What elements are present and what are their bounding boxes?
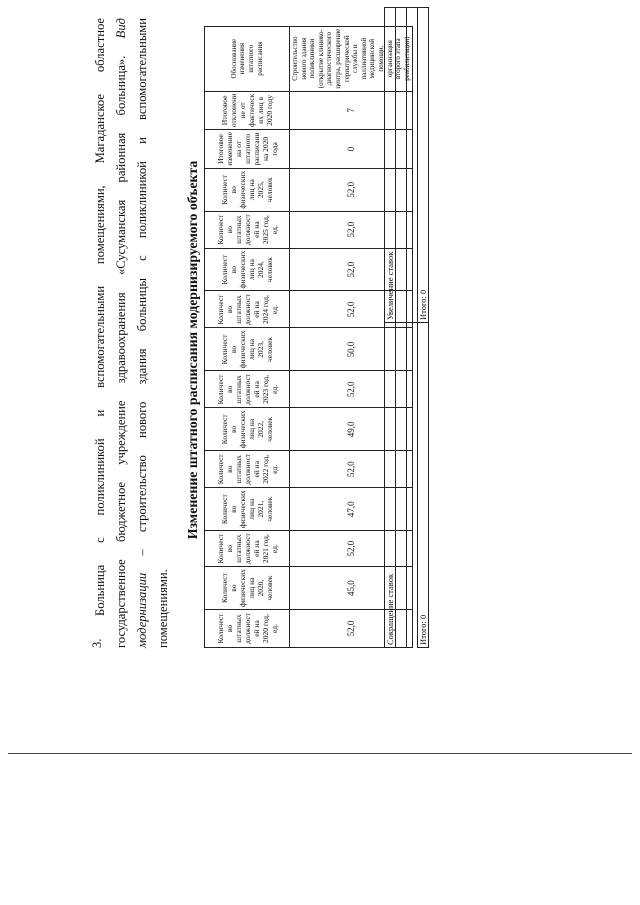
- item-number: 3.: [90, 638, 104, 648]
- rotated-page-content: [34, 0, 474, 700]
- header-cell: Количест во штатных должност ей на 2024 год, ед.: [205, 291, 290, 328]
- value-cell: 7: [290, 91, 413, 129]
- paragraph-line-4: помещениями.: [156, 569, 170, 648]
- rates-empty-row: [396, 8, 407, 648]
- header-cell: Количест во штатных должност ей на 2020 год, ед.: [205, 610, 290, 648]
- table-header-row: [205, 26, 290, 647]
- header-cell: Количест во физических лиц на 2021, человек: [205, 488, 290, 531]
- section-heading: Изменение штатного расписания модернизируемого объекта: [185, 160, 200, 540]
- header-cell: Итоговое отклонени не от фактическ их лиц в 2020 году: [205, 91, 290, 129]
- increase-empty-cell: [396, 8, 407, 323]
- reduction-total: Итого: 0: [418, 323, 429, 648]
- header-cell: Количест во штатных должност ей на 2022 год, ед.: [205, 451, 290, 488]
- header-cell: Количест во физических лиц на 2022, человек: [205, 408, 290, 451]
- header-cell-justification: Обоснование изменения штатного расписания: [205, 26, 290, 91]
- header-cell: Итоговое изменение на от штатного расписани на 2020 года: [205, 130, 290, 169]
- header-cell: Количест во штатных должност ей на 2021 год, ед.: [205, 531, 290, 567]
- header-cell: Количест во физических лиц на 2023, человек: [205, 328, 290, 371]
- value-cell: 52,0: [290, 248, 413, 291]
- value-cell: 52,0: [290, 531, 413, 567]
- value-cell: 52,0: [290, 291, 413, 328]
- rates-change-table: [384, 7, 429, 648]
- header-cell: Количест во штатных должност ей на 2025 год, ед.: [205, 211, 290, 248]
- rates-spacer-row: [407, 8, 418, 648]
- paragraph-italic-mod: модернизации: [135, 572, 149, 648]
- value-cell: 50,0: [290, 328, 413, 371]
- value-cell: 52,0: [290, 211, 413, 248]
- reduction-label: Сокращение ставок: [385, 323, 396, 648]
- paragraph-line-3: модернизации – строительство нового здания больницы с поликлиникой и вспомогательными: [135, 18, 149, 648]
- increase-label: Увеличение ставок: [385, 8, 396, 323]
- paragraph-line-1: Больница с поликлиникой и вспомогательными помещениями, Магаданское областное: [93, 18, 107, 616]
- value-cell: 47,0: [290, 488, 413, 531]
- header-cell: Количест во физических лиц на 2020, человек: [205, 567, 290, 610]
- header-cell: Количест во штатных должност ей на 2023 год, ед.: [205, 371, 290, 408]
- increase-empty-cell: [407, 8, 418, 323]
- value-cell: 0: [290, 130, 413, 169]
- rates-label-row: [385, 8, 396, 648]
- value-cell: 52,0: [290, 371, 413, 408]
- rates-total-row: [418, 8, 429, 648]
- value-cell: 52,0: [290, 610, 413, 648]
- header-cell: Количест во физических лиц на 2025, человек: [205, 168, 290, 211]
- increase-total: Итого: 0: [418, 8, 429, 323]
- value-cell: 49,0: [290, 408, 413, 451]
- justification-cell: Строительство нового здания поликлиники (открытие клинико-диагностического центра, расширение гериатрической службы и паллиативной медицинской помощи, организация второго этапа реабилитации): [290, 26, 413, 91]
- header-cell: Количест во физических лиц на 2024, человек: [205, 248, 290, 291]
- value-cell: 45,0: [290, 567, 413, 610]
- value-cell: 52,0: [290, 168, 413, 211]
- paragraph-line-2: государственное бюджетное учреждение здравоохранения «Сусуманская районная больница». Вид: [114, 18, 128, 648]
- value-cell: 52,0: [290, 451, 413, 488]
- staffing-table: [204, 26, 413, 648]
- item-paragraph: [90, 18, 174, 648]
- page-divider: [8, 753, 632, 754]
- paragraph-italic-vid: Вид: [114, 18, 128, 39]
- spacer-cell: [407, 323, 418, 648]
- reduction-empty-cell: [396, 323, 407, 648]
